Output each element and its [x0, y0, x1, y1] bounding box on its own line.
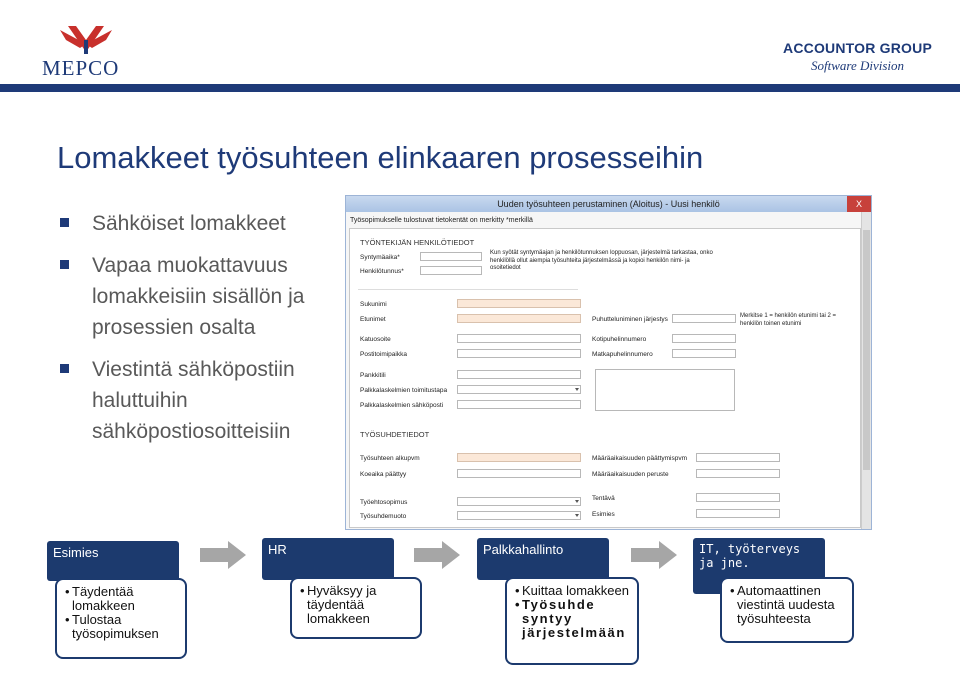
mepco-logo	[30, 22, 140, 78]
form-window	[345, 195, 872, 530]
mepco-logo-text: MEPCO	[42, 56, 120, 80]
square-bullet-icon	[60, 364, 69, 373]
form-subtitle: Työsopimukselle tulostuvat tietokentät on merkitty *merkillä	[350, 217, 533, 224]
form-scrollbar[interactable]	[861, 212, 871, 530]
close-button[interactable]: X	[847, 196, 871, 212]
name-order-label: Puhutteluniminen järjestys	[592, 316, 668, 323]
fixed-end-field[interactable]	[696, 453, 780, 462]
bank-field[interactable]	[457, 370, 581, 379]
name-note: Merkitse 1 = henkilön etunimi tai 2 = henkilön toinen etunimi	[740, 313, 837, 327]
bullet-item: Viestintä sähköpostiin haluttuihin sähköpostiosoitteisiin	[60, 354, 350, 447]
home-phone-label: Kotipuhelinnumero	[592, 336, 647, 343]
trial-field[interactable]	[457, 469, 581, 478]
process-item: • Hyväksyy ja täydentää lomakkeen	[300, 584, 412, 626]
start-field[interactable]	[457, 453, 581, 462]
process-step-esimies-header: Esimies	[47, 541, 179, 581]
accountor-logo-line1: ACCOUNTOR GROUP	[783, 40, 932, 56]
zip-field[interactable]	[457, 349, 581, 358]
lastname-field[interactable]	[457, 299, 581, 308]
section-employment-heading: TYÖSUHDETIEDOT	[360, 430, 430, 439]
birthdate-field[interactable]	[420, 252, 482, 261]
lastname-label: Sukunimi	[360, 301, 387, 308]
process-item: • Automaattinen viestintä uudesta työsuhteesta	[730, 584, 844, 626]
process-step-palkkahallinto-header: Palkkahallinto	[477, 538, 609, 580]
type-select[interactable]	[457, 511, 581, 520]
square-bullet-icon	[60, 260, 69, 269]
divider	[358, 289, 578, 290]
ssn-label: Henkilötunnus*	[360, 268, 404, 275]
accountor-logo-line2: Software Division	[810, 58, 905, 73]
process-item: • Kuittaa lomakkeen	[515, 584, 629, 598]
bank-label: Pankkitili	[360, 372, 386, 379]
arrow-right-icon	[631, 541, 677, 569]
process-step-hr-header: HR	[262, 538, 394, 580]
bullet-item: Vapaa muokattavuus lomakkeisiin sisällön ja prosessien osalta	[60, 250, 350, 343]
fixed-end-label: Määräaikaisuuden päättymispvm	[592, 455, 688, 462]
trial-label: Koeaika päättyy	[360, 471, 407, 478]
extra-textarea[interactable]	[595, 369, 735, 411]
accountor-logo	[783, 40, 932, 74]
address-label: Katuosoite	[360, 336, 391, 343]
scrollbar-thumb[interactable]	[863, 230, 870, 470]
email-label: Palkkalaskelmien sähköposti	[360, 402, 444, 409]
email-field[interactable]	[457, 400, 581, 409]
start-label: Työsuhteen alkupvm	[360, 455, 420, 462]
fixed-reason-field[interactable]	[696, 469, 780, 478]
info-text: Kun syötät syntymäajan ja henkilötunnuksen loppuosan, järjestelmä tarkastaa, onko henkilöllä ollut aiempia työsuhteita järjestelmässä ja kopioi henkilön nimi- ja osoitetiedot	[490, 250, 713, 271]
mepco-wing-icon	[58, 22, 114, 56]
boss-label: Esimies	[592, 511, 615, 518]
name-order-field[interactable]	[672, 314, 736, 323]
task-label: Tentävä	[592, 495, 615, 502]
ssn-field[interactable]	[420, 266, 482, 275]
contract-select[interactable]	[457, 497, 581, 506]
process-step-esimies-box	[55, 578, 187, 659]
process-step-hr-box	[290, 577, 422, 639]
bullet-list	[60, 208, 350, 458]
fixed-reason-label: Määräaikaisuuden peruste	[592, 471, 669, 478]
mobile-label: Matkapuhelinnumero	[592, 351, 653, 358]
square-bullet-icon	[60, 218, 69, 227]
process-step-it-box	[720, 577, 854, 643]
firstnames-field[interactable]	[457, 314, 581, 323]
form-window-titlebar	[346, 196, 871, 212]
birthdate-label: Syntymäaika*	[360, 254, 400, 261]
task-field[interactable]	[696, 493, 780, 502]
process-step-it-header: IT, työterveys ja jne.	[693, 538, 825, 594]
page-title: Lomakkeet työsuhteen elinkaaren prosesseihin	[57, 140, 704, 175]
delivery-select[interactable]	[457, 385, 581, 394]
process-item: • Täydentää lomakkeen	[65, 585, 177, 613]
contract-label: Työehtosopimus	[360, 499, 408, 506]
address-field[interactable]	[457, 334, 581, 343]
boss-field[interactable]	[696, 509, 780, 518]
process-item: • Työsuhde syntyy järjestelmään	[515, 598, 629, 640]
form-window-title: Uuden työsuhteen perustaminen (Aloitus) - Uusi henkilö	[497, 199, 720, 209]
zip-label: Postitoimipaikka	[360, 351, 407, 358]
arrow-right-icon	[200, 541, 246, 569]
header-divider	[0, 84, 960, 92]
home-phone-field[interactable]	[672, 334, 736, 343]
form-body	[349, 228, 861, 528]
bullet-item: Sähköiset lomakkeet	[60, 208, 350, 239]
type-label: Työsuhdemuoto	[360, 513, 407, 520]
mobile-field[interactable]	[672, 349, 736, 358]
arrow-right-icon	[414, 541, 460, 569]
process-item: • Tulostaa työsopimuksen	[65, 613, 177, 641]
firstnames-label: Etunimet	[360, 316, 386, 323]
section-employee-heading: TYÖNTEKIJÄN HENKILÖTIEDOT	[360, 238, 475, 247]
delivery-label: Palkkalaskelmien toimitustapa	[360, 387, 448, 394]
process-step-palkkahallinto-box	[505, 577, 639, 665]
